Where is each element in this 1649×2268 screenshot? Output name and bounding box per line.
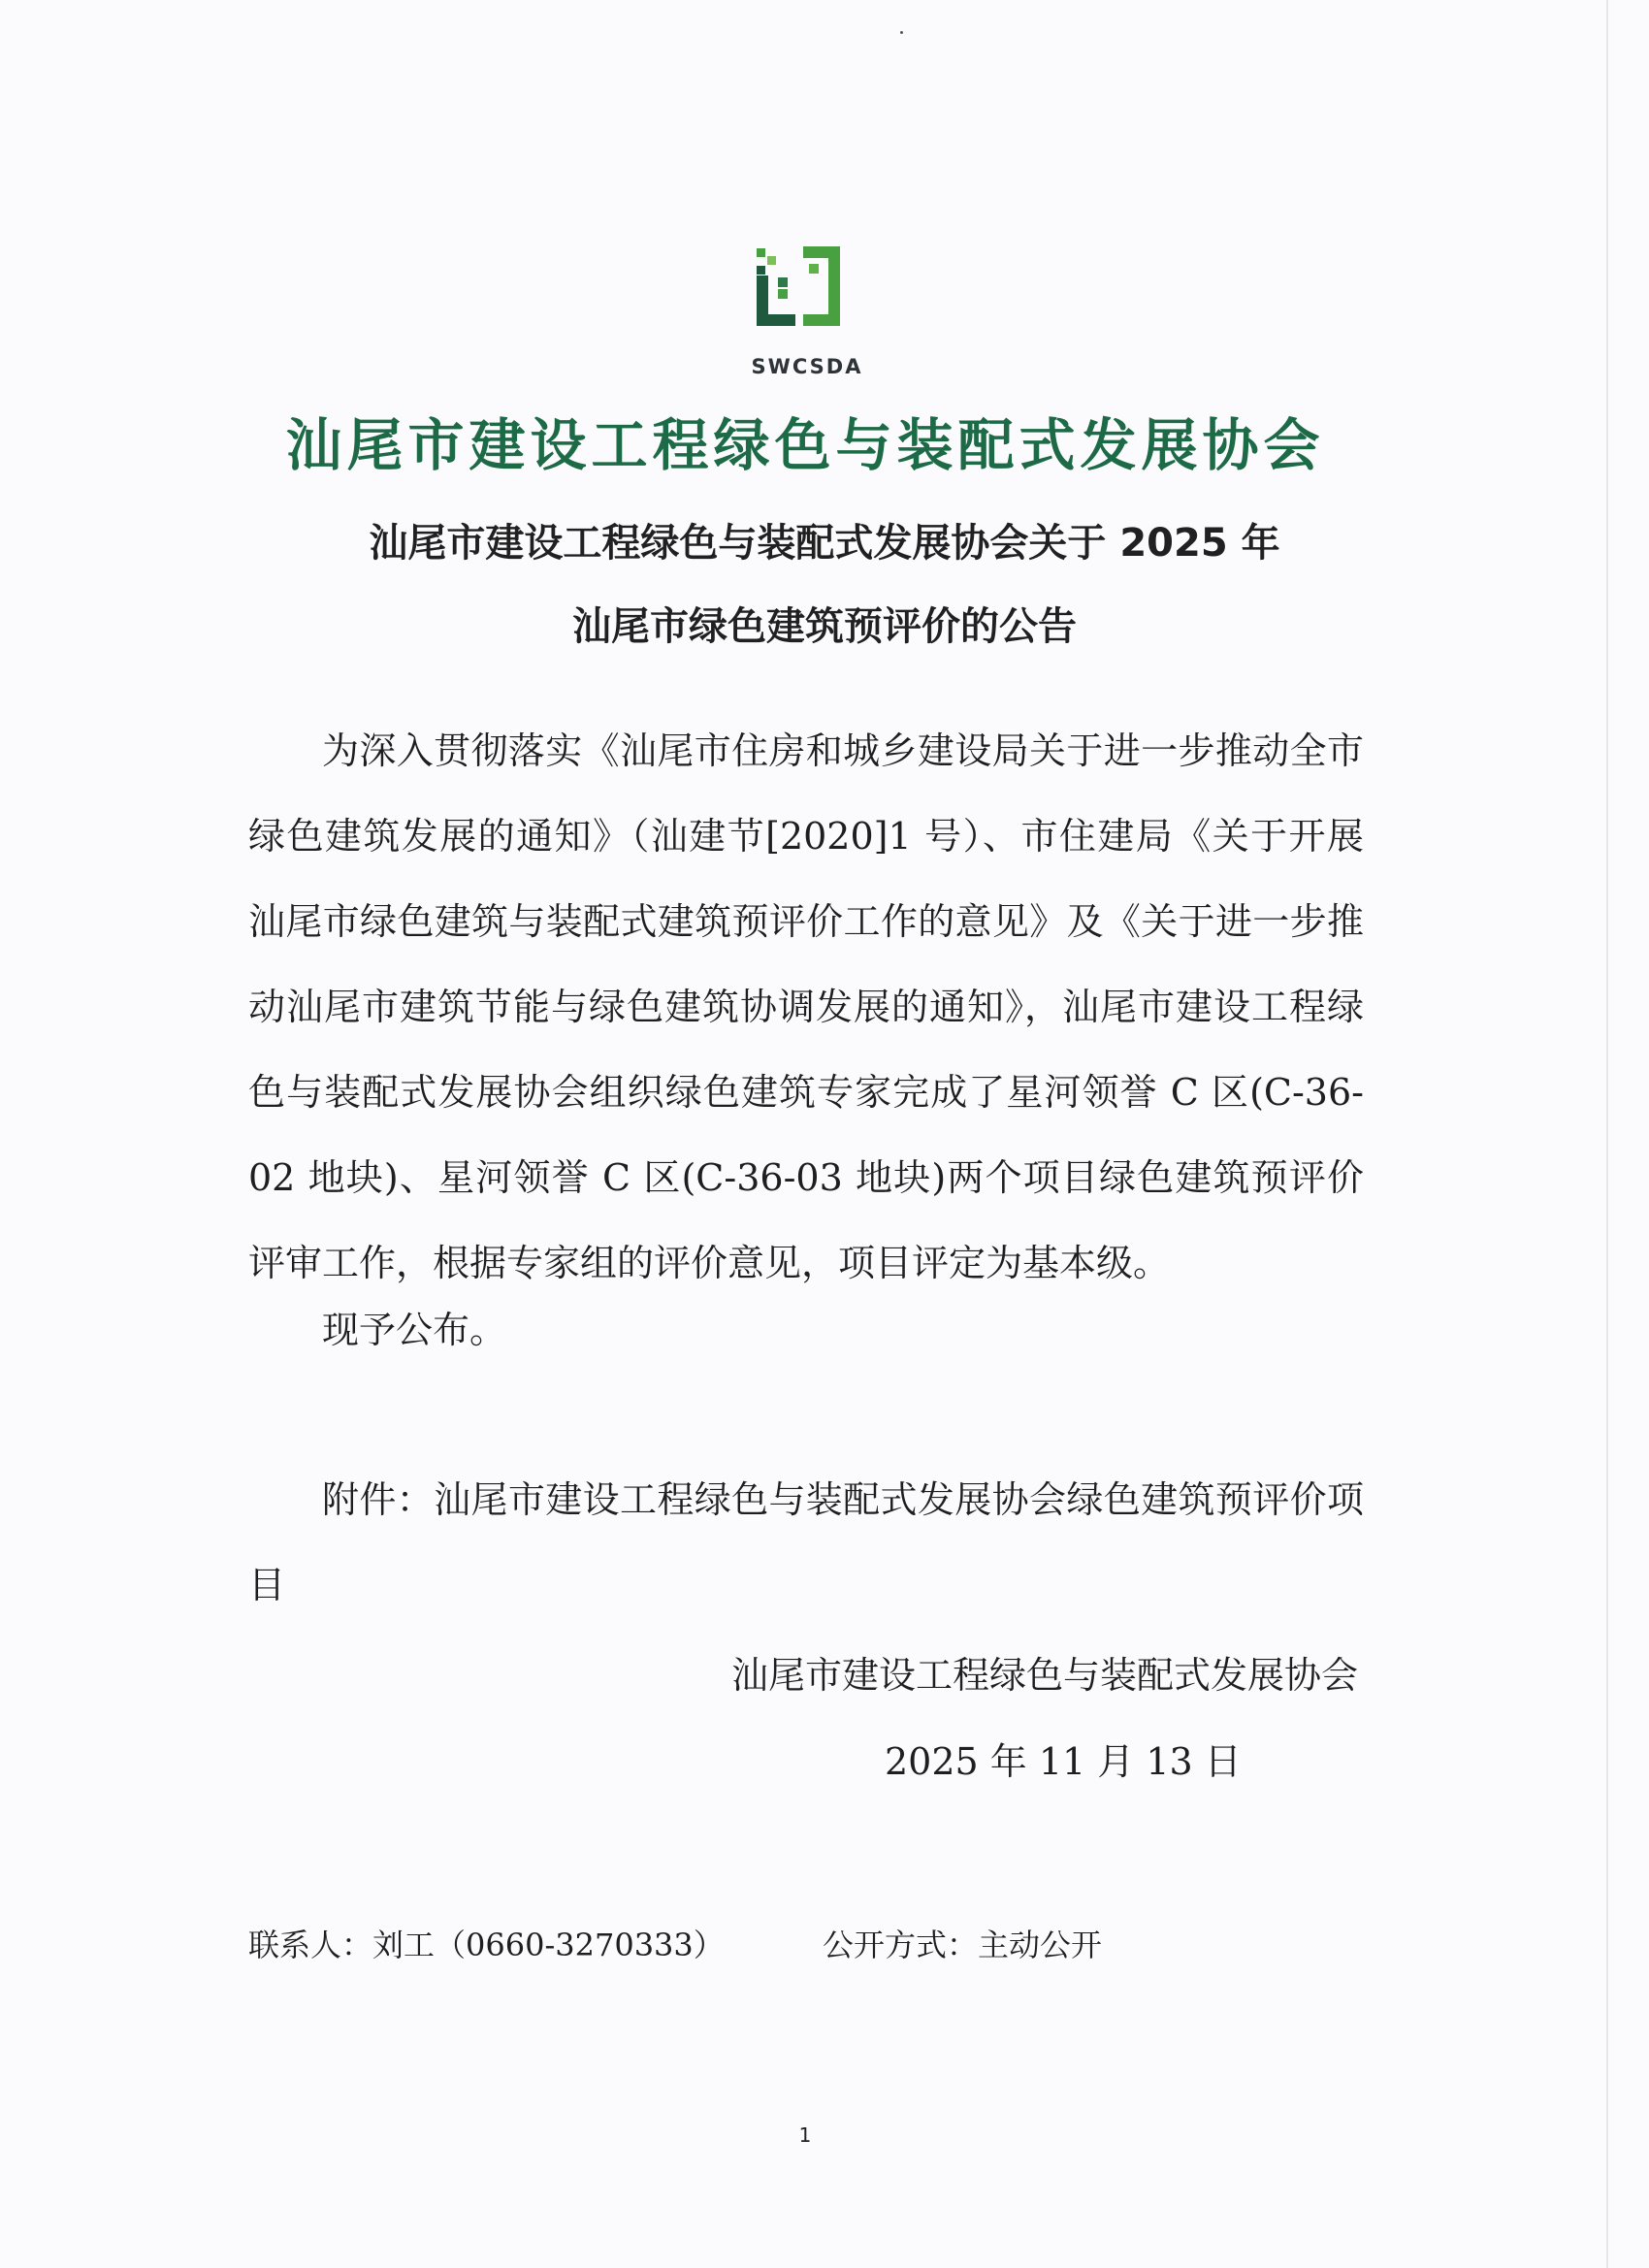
body-paragraph: 为深入贯彻落实《汕尾市住房和城乡建设局关于进一步推动全市绿色建筑发展的通知》（汕建节[2020]1 号）、市住建局《关于开展汕尾市绿色建筑与装配式建筑预评价工作的意见》及《关于进一步推动汕尾市建筑节能与绿色建筑协调发展的通知》，汕尾市建设工程绿色与装配式发展协会组织绿色建筑专家完成了星河领誉 C 区(C-36-02 地块)、星河领誉 C 区(C-36-03 地块)两个项目绿色建筑预评价评审工作，根据专家组的评价意见，项目评定为基本级。 xyxy=(248,729,1364,1284)
organization-banner: 汕尾市建设工程绿色与装配式发展协会 xyxy=(285,412,1325,478)
signature-organization: 汕尾市建设工程绿色与装配式发展协会 xyxy=(730,1654,1358,1697)
document-title-line1: 汕尾市建设工程绿色与装配式发展协会关于 2025 年 xyxy=(369,521,1280,566)
attachment-note: 附件：汕尾市建设工程绿色与装配式发展协会绿色建筑预评价项目 xyxy=(248,1478,1364,1606)
page-number: 1 xyxy=(798,2123,812,2147)
scan-speck xyxy=(900,31,903,34)
signature-date: 2025 年 11 月 13 日 xyxy=(885,1740,1242,1783)
document-title-line2: 汕尾市绿色建筑预评价的公告 xyxy=(572,604,1077,649)
contact-info: 联系人：刘工（0660-3270333） xyxy=(248,1927,725,1963)
disclosure-method: 公开方式：主动公开 xyxy=(823,1927,1103,1963)
swcsda-logo-icon xyxy=(749,243,865,330)
page-edge-shadow xyxy=(1606,0,1608,2268)
logo-caption: SWCSDA xyxy=(751,355,863,378)
announcement-line: 现予公布。 xyxy=(322,1309,507,1351)
